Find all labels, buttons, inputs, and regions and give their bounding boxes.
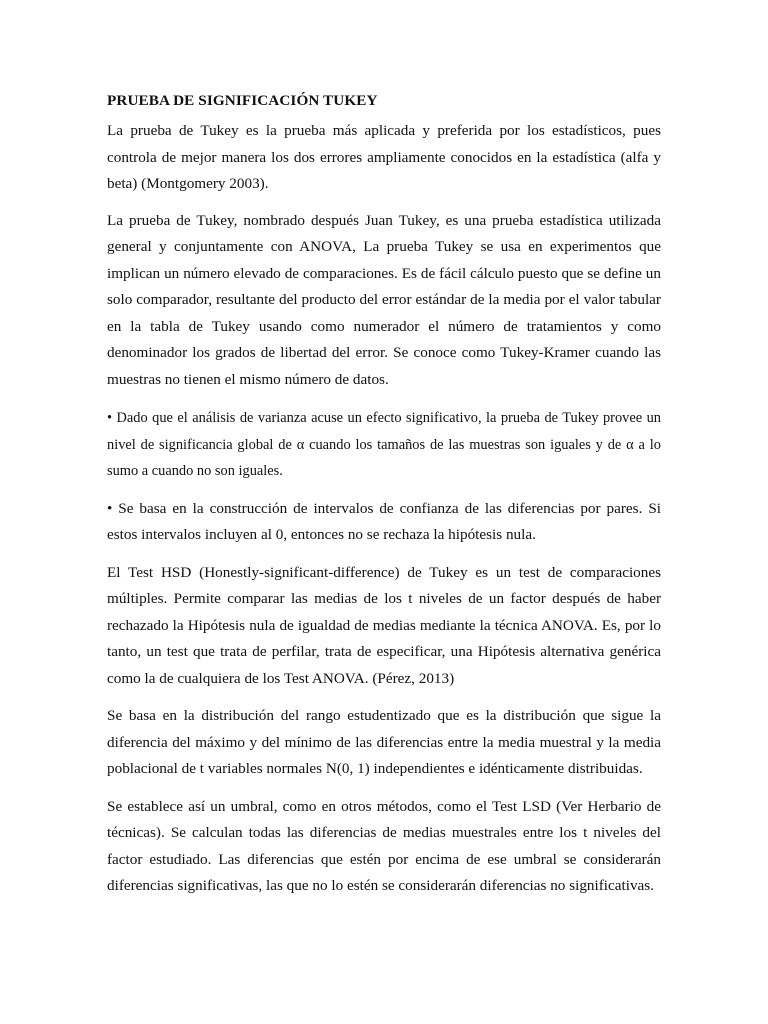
document-title: PRUEBA DE SIGNIFICACIÓN TUKEY [107, 92, 378, 109]
paragraph-hsd-test: El Test HSD (Honestly-significant-difference) de Tukey es un test de comparaciones múltiples. Permite comparar las medias de los t niveles de un factor después de haber rechazado la Hipótesis nula de igualdad de medias mediante la técnica ANOVA. Es, por lo tanto, un test que trata de perfilar, trata de especificar, una Hipótesis alternativa genérica como la de cualquiera de los Test ANOVA. (Pérez, 2013) [107, 563, 661, 687]
paragraph-studentized-range: Se basa en la distribución del rango estudentizado que es la distribución que sigue la diferencia del máximo y del mínimo de las diferencias entre la media muestral y la media poblacional de t variables normales N(0, 1) independientes e idénticamente distribuidas. [107, 707, 661, 777]
bullet-item-confidence-intervals: • Se basa en la construcción de intervalos de confianza de las diferencias por pares. Si estos intervalos incluyen al 0, entonces no se rechaza la hipótesis nula. [107, 499, 661, 543]
paragraph-threshold: Se establece así un umbral, como en otros métodos, como el Test LSD (Ver Herbario de técnicas). Se calculan todas las diferencias de medias muestrales entre los t niveles del factor estudiado. Las diferencias que estén por encima de ese umbral se considerarán diferencias significativas, las que no lo estén se considerarán diferencias no significativas. [107, 797, 661, 894]
paragraph-tukey-intro: La prueba de Tukey es la prueba más aplicada y preferida por los estadísticos, pues controla de mejor manera los dos errores ampliamente conocidos en la estadística (alfa y beta) (Montgomery 2003). [107, 122, 661, 192]
paragraph-tukey-description: La prueba de Tukey, nombrado después Juan Tukey, es una prueba estadística utilizada general y conjuntamente con ANOVA, La prueba Tukey se usa en experimentos que implican un número elevado de comparaciones. Es de fácil cálculo puesto que se define un solo comparador, resultante del producto del error estándar de la media por el valor tabular en la tabla de Tukey usando como numerador el número de tratamientos y como denominador los grados de libertad del error. Se conoce como Tukey-Kramer cuando las muestras no tienen el mismo número de datos. [107, 211, 661, 388]
bullet-item-significance: • Dado que el análisis de varianza acuse un efecto significativo, la prueba de Tukey provee un nivel de significancia global de α cuando los tamaños de las muestras son iguales y de α a lo sumo a cuando no son iguales. [107, 410, 661, 479]
document-page [107, 88, 661, 911]
